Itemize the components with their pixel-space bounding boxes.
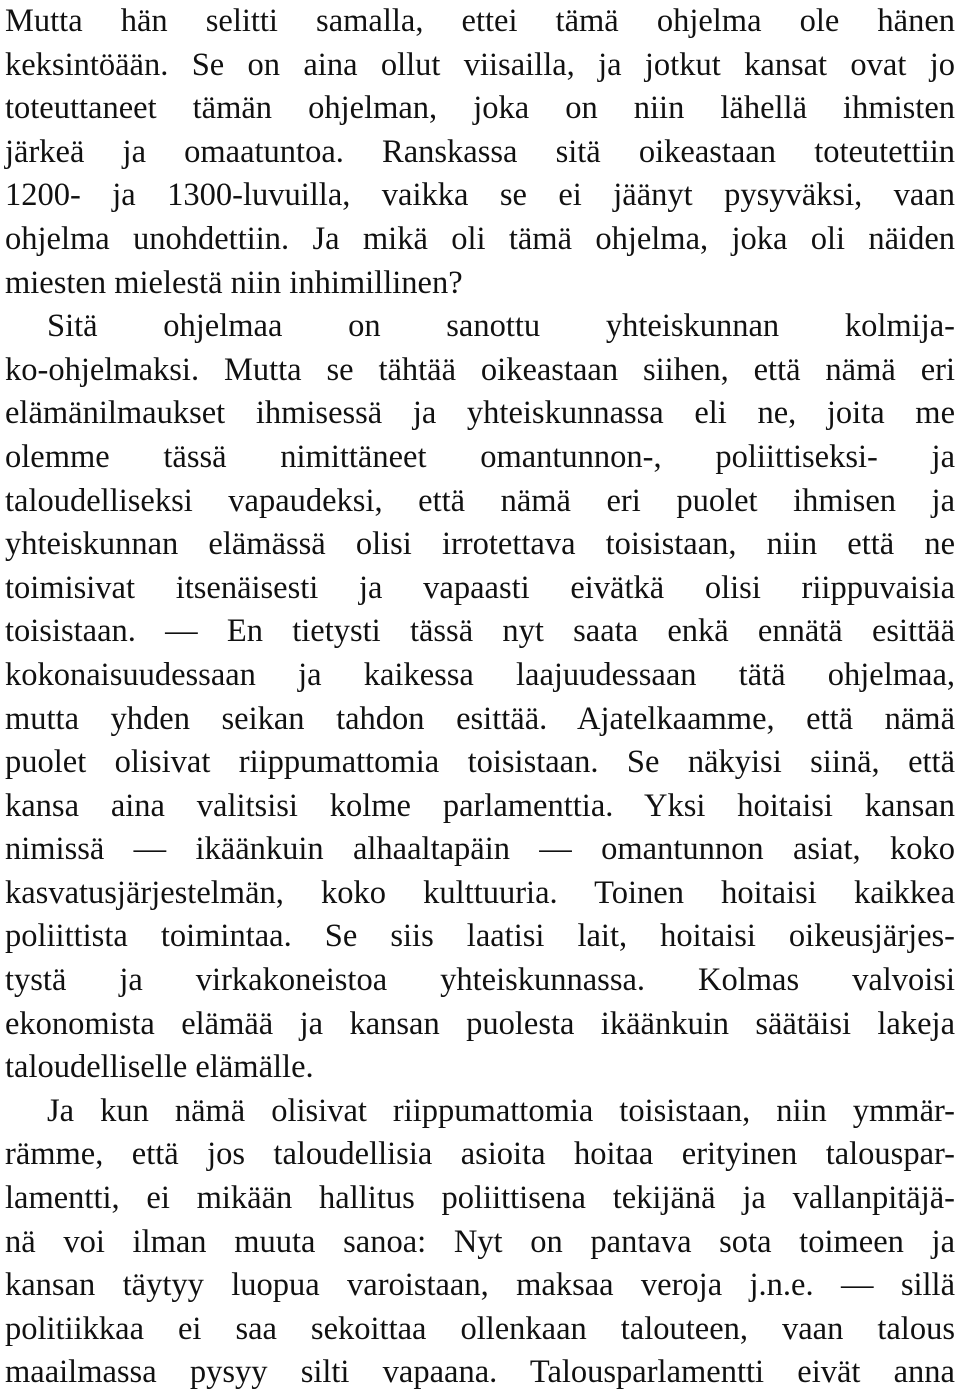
text-line: kasvatusjärjestelmän, koko kulttuuria. Toinen hoitaisi kaikkea: [5, 874, 955, 911]
paragraph-2: [5, 305, 955, 1090]
text-line: kokonaisuudessaan ja kaikessa laajuudessaan tätä ohjelmaa,: [5, 656, 955, 693]
paragraph-1: [5, 0, 955, 305]
text-line: elämänilmaukset ihmisessä ja yhteiskunnassa eli ne, joita me: [5, 395, 955, 432]
text-line: Mutta hän selitti samalla, ettei tämä ohjelma ole hänen: [5, 3, 955, 39]
text-line: tystä ja virkakoneistoa yhteiskunnassa. Kolmas valvoisi: [5, 962, 955, 999]
paragraph-3: [5, 1090, 955, 1395]
text-line: mutta yhden seikan tahdon esittää. Ajatelkaamme, että nämä: [5, 700, 955, 737]
text-line: ko-ohjelmaksi. Mutta se tähtää oikeastaan siihen, että nämä eri: [5, 351, 955, 388]
text-line: nä voi ilman muuta sanoa: Nyt on pantava sota toimeen ja: [5, 1223, 955, 1260]
text-line: Sitä ohjelmaa on sanottu yhteiskunnan kolmija-: [47, 308, 955, 345]
document-page: [5, 0, 955, 1395]
text-line: rämme, että jos taloudellisia asioita hoitaa erityinen talouspar-: [5, 1136, 955, 1173]
text-line: maailmassa pysyy silti vapaana. Talousparlamentti eivät anna: [5, 1354, 955, 1391]
text-line: poliittista toimintaa. Se siis laatisi lait, hoitaisi oikeusjärjes-: [5, 918, 955, 955]
text-line: Ja kun nämä olisivat riippumattomia toisistaan, niin ymmär-: [47, 1092, 955, 1129]
text-line: ohjelma unohdettiin. Ja mikä oli tämä ohjelma, joka oli näiden: [5, 220, 955, 257]
text-line: toteuttaneet tämän ohjelman, joka on niin lähellä ihmisten: [5, 90, 955, 127]
text-line: lamentti, ei mikään hallitus poliittisena tekijänä ja vallanpitäjä-: [5, 1180, 955, 1217]
text-line: taloudelliselle elämälle.: [5, 1049, 314, 1086]
text-line: nimissä — ikäänkuin alhaaltapäin — omantunnon asiat, koko: [5, 831, 955, 868]
text-line: ekonomista elämää ja kansan puolesta ikäänkuin säätäisi lakeja: [5, 1005, 955, 1042]
text-line: yhteiskunnan elämässä olisi irrotettava toisistaan, niin että ne: [5, 526, 955, 563]
text-line: toisistaan. — En tietysti tässä nyt saata enkä ennätä esittää: [5, 613, 955, 650]
text-line: politiikkaa ei saa sekoittaa ollenkaan talouteen, vaan talous: [5, 1310, 955, 1347]
text-line: toimisivat itsenäisesti ja vapaasti eivätkä olisi riippuvaisia: [5, 569, 955, 606]
text-line: keksintöään. Se on aina ollut viisailla, ja jotkut kansat ovat jo: [5, 46, 955, 83]
text-line: 1200- ja 1300-luvuilla, vaikka se ei jäänyt pysyväksi, vaan: [5, 177, 955, 214]
text-line: taloudelliseksi vapaudeksi, että nämä eri puolet ihmisen ja: [5, 482, 955, 519]
text-line: miesten mielestä niin inhimillinen?: [5, 264, 463, 301]
text-line: puolet olisivat riippumattomia toisistaan. Se näkyisi siinä, että: [5, 744, 955, 781]
text-line: kansa aina valitsisi kolme parlamenttia. Yksi hoitaisi kansan: [5, 787, 955, 824]
text-line: järkeä ja omaatuntoa. Ranskassa sitä oikeastaan toteutettiin: [5, 133, 955, 170]
text-line: olemme tässä nimittäneet omantunnon-, poliittiseksi- ja: [5, 438, 955, 475]
text-line: kansan täytyy luopua varoistaan, maksaa veroja j.n.e. — sillä: [5, 1267, 955, 1304]
